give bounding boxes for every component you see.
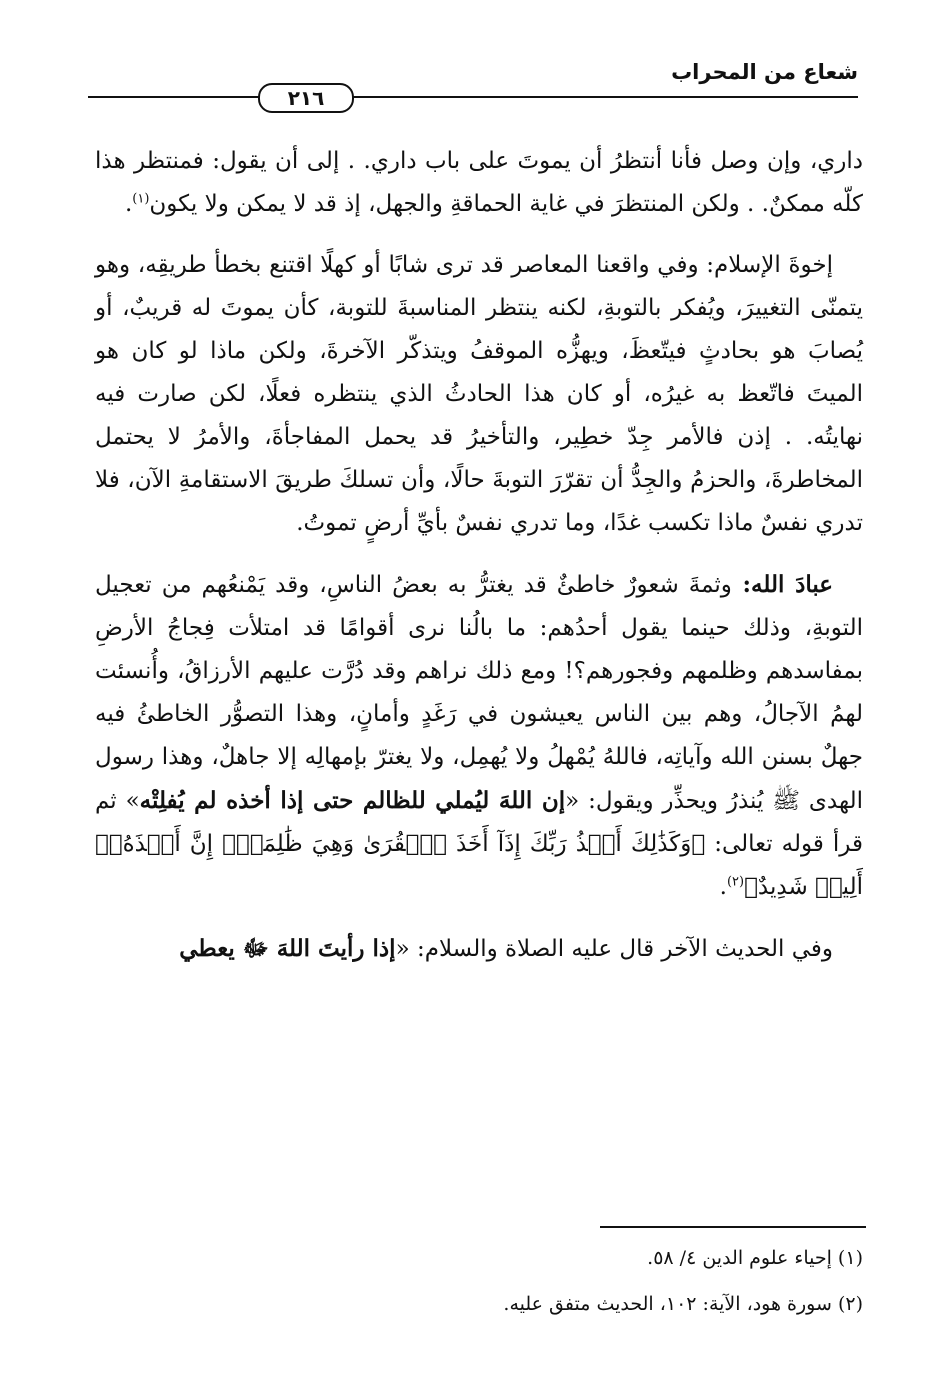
footnote-marker: (١) bbox=[132, 191, 150, 207]
footnote: (١) إحياء علوم الدين ٤/ ٥٨. bbox=[647, 1247, 863, 1269]
footnote-marker: (٢) bbox=[726, 874, 745, 890]
text-segment: . bbox=[124, 191, 133, 217]
running-title: شعاع من المحراب bbox=[671, 60, 858, 84]
header-rule bbox=[88, 96, 858, 98]
paragraph bbox=[95, 927, 863, 971]
text-segment: إخوةَ الإسلام: وفي واقعنا المعاصر قد ترى شابًا أو كهلًا اقتنع بخطأ طريقِه، وهو يتمنّى التغييرَ، ويُفكر بالتوبةِ، لكنه ينتظر المناسبةَ للتوبة، كأن يموتَ له قريبٌ، أو يُصابَ هو بحادثٍ فيتّعظَ، ويهزُّه الموقفُ ويتذكّر الآخرةَ، ولكن ماذا لو كان هو الميتَ فاتّعظ به غيرُه، أو كان هذا الحادثُ الذي ينتظره فعلًا، لكن صارت فيه نهايتُه. . إذن فالأمر جِدّ خطِير، والتأخيرُ قد يحمل المفاجأةَ، والأمرُ لا يحتمل المخاطرةَ، والحزمُ والجِدُّ أن تقرّرَ التوبةَ حالًا، وأن تسلكَ طريقَ الاستقامةِ الآن، فلا تدري نفسٌ ماذا تكسب غدًا، وما تدري نفسٌ بأيِّ أرضٍ تموتُ. bbox=[95, 252, 863, 536]
text-segment: ﴾ bbox=[744, 874, 758, 900]
hadith-quote: إذا رأيتَ اللهَ ﷻ يعطي bbox=[179, 935, 396, 962]
page-number: ٢١٦ bbox=[258, 83, 354, 113]
main-text bbox=[95, 140, 863, 971]
text-segment: داري، وإن وصل فأنا أنتظرُ أن يموتَ على باب داري. . إلى أن يقول: فمنتظر هذا كلّه ممكنٌ. . ولكن المنتظرَ في غاية الحماقةِ والجهل، إذ قد لا يمكن ولا يكون bbox=[95, 148, 863, 217]
quran-verse: وَكَذَٰلِكَ أَخۡذُ رَبِّكَ إِذَآ أَخَذَ ٱلۡقُرَىٰ وَهِيَ ظَٰلِمَةٌۚ إِنَّ أَخۡذَهُۥٓ أَلِيمٞ شَدِيدٌ bbox=[95, 831, 863, 900]
text-segment: وفي الحديث الآخر قال عليه الصلاة والسلام: « bbox=[395, 936, 833, 962]
hadith-quote: إن اللهَ ليُملي للظالم حتى إذا أخذه لم يُفلِتْه bbox=[139, 787, 566, 814]
paragraph bbox=[95, 563, 863, 909]
page-header bbox=[88, 52, 858, 112]
footnotes bbox=[95, 1240, 863, 1332]
footnote: (٢) سورة هود، الآية: ١٠٢، الحديث متفق عليه. bbox=[503, 1293, 863, 1315]
text-segment: وثمةَ شعورٌ خاطئٌ قد يغترُّ به بعضُ الناسِ، وقد يَمْنعُهم من تعجيل التوبةِ، وذلك حينما يقول أحدُهم: ما بالُنا نرى أقوامًا قد امتلأت فِجاجُ الأرضِ بمفاسدهم وظلمهم وفجورهم؟! ومع ذلك نراهم وقد دُرَّت عليهم الأرزاقُ، وأُنسئت لهمُ الآجالُ، وهم بين الناس يعيشون في رَغَدٍ وأمانٍ، وهذا التصوُّر الخاطئُ فيه جهلٌ بسنن الله وآياتِه، فاللهُ يُمْهلُ ولا يُهمِل، ولا يغترّ بإمهالِه إلا جاهلٌ، وهذا رسول الهدى ﷺ يُنذرُ ويحذِّر ويقول: « bbox=[95, 572, 864, 814]
text-segment: . bbox=[719, 874, 727, 900]
paragraph bbox=[95, 140, 863, 226]
section-opening: عبادَ الله: bbox=[731, 571, 833, 598]
paragraph bbox=[95, 244, 863, 545]
footnote-rule bbox=[600, 1226, 866, 1228]
text-segment: » ثم قرأ قوله تعالى: ﴿ bbox=[95, 788, 863, 857]
